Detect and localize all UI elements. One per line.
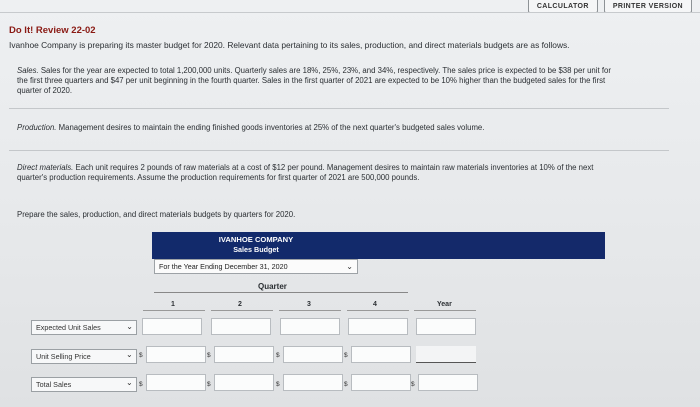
chevron-down-icon: ⌄ — [126, 322, 133, 331]
price-q3-input[interactable] — [283, 346, 343, 363]
price-q2-input[interactable] — [214, 346, 274, 363]
row-label: Unit Selling Price — [36, 352, 91, 361]
company-name: IVANHOE COMPANY — [218, 235, 294, 244]
chevron-down-icon[interactable]: ⌄ — [126, 350, 133, 359]
column-header-q3: 3 — [307, 301, 311, 308]
dollar-sign: $ — [139, 381, 143, 388]
budget-title: Sales Budget — [233, 245, 279, 254]
row-select-total-sales[interactable] — [31, 377, 137, 392]
budget-banner — [152, 232, 360, 259]
unit-sales-q4-input[interactable] — [348, 318, 408, 335]
price-q4-input[interactable] — [351, 346, 411, 363]
total-q2-input[interactable] — [214, 374, 274, 391]
header-rule — [143, 310, 205, 311]
dollar-sign: $ — [139, 352, 143, 359]
total-q4-input[interactable] — [351, 374, 411, 391]
unit-sales-q1-input[interactable] — [142, 318, 202, 335]
unit-sales-year-input[interactable] — [416, 318, 476, 335]
row-select-unit-selling-price[interactable] — [31, 349, 137, 364]
divider — [9, 150, 669, 151]
chevron-down-icon[interactable]: ⌄ — [126, 378, 133, 387]
sales-text: Sales for the year are expected to total 1,200,000 units. Quarterly sales are 18%, 25%, 23%, and 34%, respectively. The sales price is expected to be $38 per unit for the first three quarters and $47 per unit beginning in the fourth quarter. Sales in the first quarter of 2021 are expected to be 10% higher than the budgeted sales for the first quarter of 2020. — [17, 66, 611, 95]
dollar-sign: $ — [344, 352, 348, 359]
row-select-expected-unit-sales[interactable] — [31, 320, 137, 335]
production-paragraph — [17, 123, 597, 133]
column-header-year: Year — [437, 301, 452, 308]
total-q1-input[interactable] — [146, 374, 206, 391]
quarter-header: Quarter — [258, 282, 287, 291]
production-label: Production. — [17, 123, 57, 132]
materials-paragraph — [17, 163, 607, 183]
price-q1-input[interactable] — [146, 346, 206, 363]
materials-label: Direct materials. — [17, 163, 74, 172]
toolbar-divider — [0, 12, 700, 13]
page-title: Do It! Review 22-02 — [9, 25, 96, 36]
dollar-sign: $ — [207, 352, 211, 359]
period-value: For the Year Ending December 31, 2020 — [159, 262, 288, 271]
column-header-q1: 1 — [171, 301, 175, 308]
dollar-sign: $ — [276, 352, 280, 359]
printer-version-button[interactable]: PRINTER VERSION — [604, 0, 692, 13]
sales-label: Sales. — [17, 66, 39, 75]
column-header-q4: 4 — [373, 301, 377, 308]
budget-banner-fill — [360, 232, 605, 259]
sales-paragraph — [17, 66, 617, 96]
total-q3-input[interactable] — [283, 374, 343, 391]
divider — [9, 108, 669, 109]
dollar-sign: $ — [411, 381, 415, 388]
unit-sales-q3-input[interactable] — [280, 318, 340, 335]
total-year-input[interactable] — [418, 374, 478, 391]
price-year-cell — [416, 346, 476, 363]
calculator-button[interactable]: CALCULATOR — [528, 0, 598, 13]
dollar-sign: $ — [276, 381, 280, 388]
production-text: Management desires to maintain the ending finished goods inventories at 25% of the next quarter's budgeted sales volume. — [56, 123, 485, 132]
quarter-rule — [154, 292, 408, 293]
header-rule — [279, 310, 341, 311]
header-rule — [211, 310, 273, 311]
unit-sales-q2-input[interactable] — [211, 318, 271, 335]
chevron-down-icon: ⌄ — [346, 262, 353, 271]
intro-text: Ivanhoe Company is preparing its master budget for 2020. Relevant data pertaining to its sales, production, and direct materials budgets are as follows. — [9, 40, 570, 50]
header-rule — [347, 310, 409, 311]
period-select[interactable] — [154, 259, 358, 274]
header-rule — [414, 310, 476, 311]
instructions-text: Prepare the sales, production, and direct materials budgets by quarters for 2020. — [17, 210, 296, 219]
column-header-q2: 2 — [238, 301, 242, 308]
materials-text: Each unit requires 2 pounds of raw materials at a cost of $12 per pound. Management desires to maintain raw materials inventories at 10% of the next quarter's production requirements. Assume the production requirements for first quarter of 2021 are 500,000 pounds. — [17, 163, 594, 182]
dollar-sign: $ — [207, 381, 211, 388]
row-label: Total Sales — [36, 380, 72, 389]
row-label: Expected Unit Sales — [36, 323, 101, 332]
dollar-sign: $ — [344, 381, 348, 388]
